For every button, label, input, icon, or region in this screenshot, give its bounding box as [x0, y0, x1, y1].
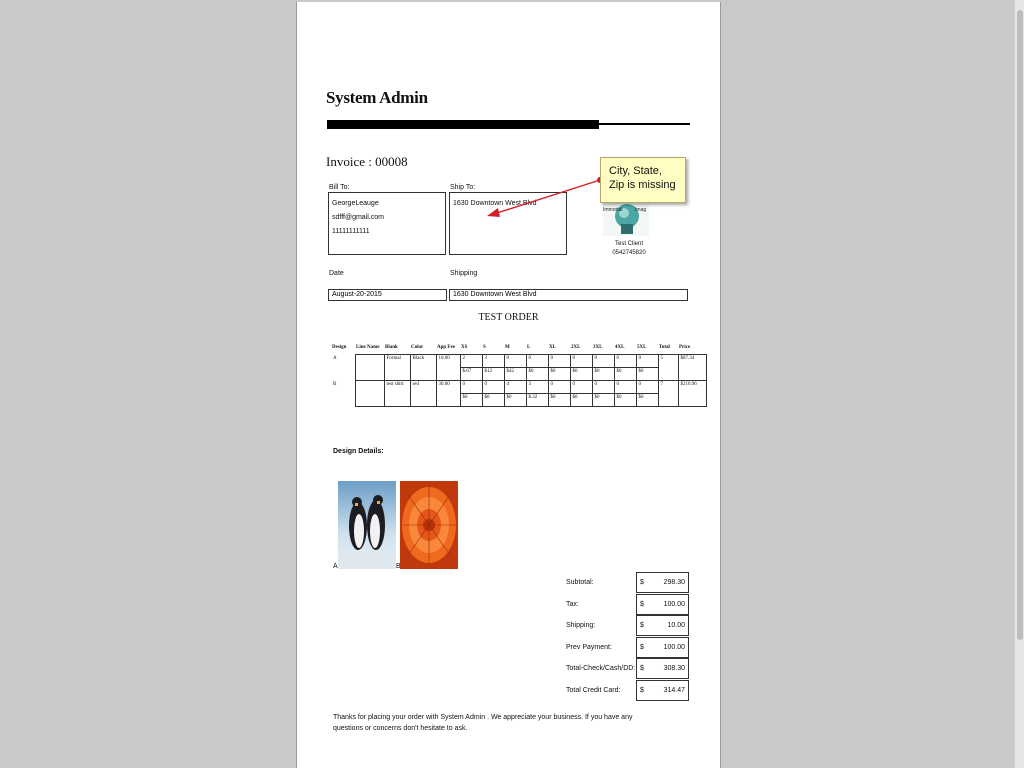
cell-price: $0 [570, 394, 592, 407]
summary-label: Prev Payment: [566, 644, 612, 651]
col-total: Total [659, 344, 670, 350]
currency-symbol: $ [640, 579, 644, 586]
summary-label: Subtotal: [566, 579, 594, 586]
summary-label: Shipping: [566, 622, 596, 629]
page-scrollbar[interactable] [1014, 0, 1024, 768]
cell-price: $0 [592, 394, 614, 407]
cell-qty: 0 [614, 381, 636, 394]
cell-price: $.32 [526, 394, 548, 407]
summary-label: Total-Check/Cash/DD: [566, 665, 636, 672]
client-phone: 0542745820 [612, 250, 646, 256]
cell-qty: 0 [636, 381, 658, 394]
col-blank: Blank [385, 344, 398, 350]
cell-color: Black [410, 355, 436, 381]
cell-qty: 3 [482, 355, 504, 368]
cell-price: $0 [526, 368, 548, 381]
cell-qty: 0 [570, 381, 592, 394]
cell-qty: 0 [548, 381, 570, 394]
cell-app-fee: 10.00 [436, 355, 460, 381]
col-5xl: 5XL [637, 344, 647, 350]
bill-to-name: GeorgeLeauge [332, 200, 379, 207]
cell-qty: 0 [614, 355, 636, 368]
cell-app-fee: 30.00 [436, 381, 460, 407]
cell-price: $0 [548, 368, 570, 381]
cell-qty: 3 [526, 381, 548, 394]
thanks-note: Thanks for placing your order with System Admin . We appreciate your business. If you have any questions or concerns don't hesitate to ask. [333, 714, 633, 732]
design-image-a-label: A [333, 563, 338, 570]
col-4xl: 4XL [615, 344, 625, 350]
currency-symbol: $ [640, 665, 644, 672]
col-price: Price [679, 344, 691, 350]
col-color: Color [411, 344, 424, 350]
bill-to-email: sdfff@gmail.com [332, 214, 384, 221]
ship-to-label: Ship To: [450, 184, 476, 191]
cell-price-total: $210.96 [678, 381, 706, 407]
cell-total: 7 [658, 381, 678, 407]
cell-qty: 0 [504, 355, 526, 368]
cell-price: $0 [592, 368, 614, 381]
currency-symbol: $ [640, 644, 644, 651]
col-2xl: 2XL [571, 344, 581, 350]
cell-price: $0 [570, 368, 592, 381]
bill-to-label: Bill To: [329, 184, 350, 191]
cell-price: $0 [504, 394, 526, 407]
cell-total: 5 [658, 355, 678, 381]
cell-qty: 4 [504, 381, 526, 394]
client-logo-text-left: Immortal [603, 207, 623, 213]
order-title: TEST ORDER [478, 312, 539, 323]
cell-qty: 0 [592, 381, 614, 394]
summary-label: Total Credit Card: [566, 687, 621, 694]
cell-price: $0 [636, 394, 658, 407]
annotation-arrow [297, 2, 720, 768]
cell-price: $12 [482, 368, 504, 381]
bill-to-phone: 11111111111 [332, 228, 370, 235]
currency-symbol: $ [640, 687, 644, 694]
shipping-field: 1630 Downtown West Blvd [449, 289, 688, 301]
design-details-title: Design Details: [333, 448, 384, 455]
col-m: M [505, 344, 510, 350]
summary-amount: 298.30 [663, 579, 685, 586]
cell-price: $0 [548, 394, 570, 407]
col-xs: XS [461, 344, 468, 350]
col-l: L [527, 344, 531, 350]
currency-symbol: $ [640, 601, 644, 608]
cell-qty: 0 [482, 381, 504, 394]
date-field: August-20-2015 [328, 289, 447, 301]
cell-qty: 0 [526, 355, 548, 368]
cell-price-total: $87.34 [678, 355, 706, 381]
cell-price: $0 [636, 368, 658, 381]
cell-price: $0 [614, 368, 636, 381]
invoice-page [296, 2, 721, 768]
cell-qty: 0 [636, 355, 658, 368]
client-logo-text-right: Imag [635, 207, 647, 213]
cell-qty: 0 [570, 355, 592, 368]
annotation-callout: City, State, Zip is missing [600, 157, 686, 203]
cell-design: A [333, 355, 337, 361]
cell-blank: Formal [384, 355, 410, 381]
cell-price: $0 [482, 394, 504, 407]
cell-color: red [410, 381, 436, 407]
client-name: Test Client [614, 241, 643, 247]
ship-to-address: 1630 Downtown West Blvd [453, 200, 537, 207]
col-3xl: 3XL [593, 344, 603, 350]
cell-blank: test shirt [384, 381, 410, 407]
summary-label: Tax: [566, 601, 579, 608]
invoice-number: Invoice : 00008 [326, 154, 408, 169]
cell-qty: 0 [592, 355, 614, 368]
summary-amount: 314.47 [663, 687, 685, 694]
cell-qty: 2 [460, 355, 482, 368]
cell-price: $.67 [460, 368, 482, 381]
shipping-label: Shipping [450, 270, 478, 277]
summary-amount: 100.00 [663, 601, 685, 608]
company-title: System Admin [326, 88, 428, 107]
col-line-name: Line Name [356, 344, 380, 350]
summary-amount: 308.30 [663, 665, 685, 672]
cell-qty: 0 [460, 381, 482, 394]
scrollbar-thumb[interactable] [1017, 10, 1023, 640]
currency-symbol: $ [640, 622, 644, 629]
col-design: Design [332, 344, 347, 350]
col-s: S [483, 344, 486, 350]
cell-design: B [333, 381, 337, 387]
cell-price: $0 [614, 394, 636, 407]
cell-price: $0 [460, 394, 482, 407]
col-app-fee: App Fee [437, 344, 455, 350]
summary-amount: 100.00 [663, 644, 685, 651]
col-xl: XL [549, 344, 556, 350]
design-image-b-label: B [396, 563, 401, 570]
cell-qty: 0 [548, 355, 570, 368]
date-label: Date [329, 270, 344, 277]
summary-amount: 10.00 [667, 622, 685, 629]
cell-price: $42 [504, 368, 526, 381]
